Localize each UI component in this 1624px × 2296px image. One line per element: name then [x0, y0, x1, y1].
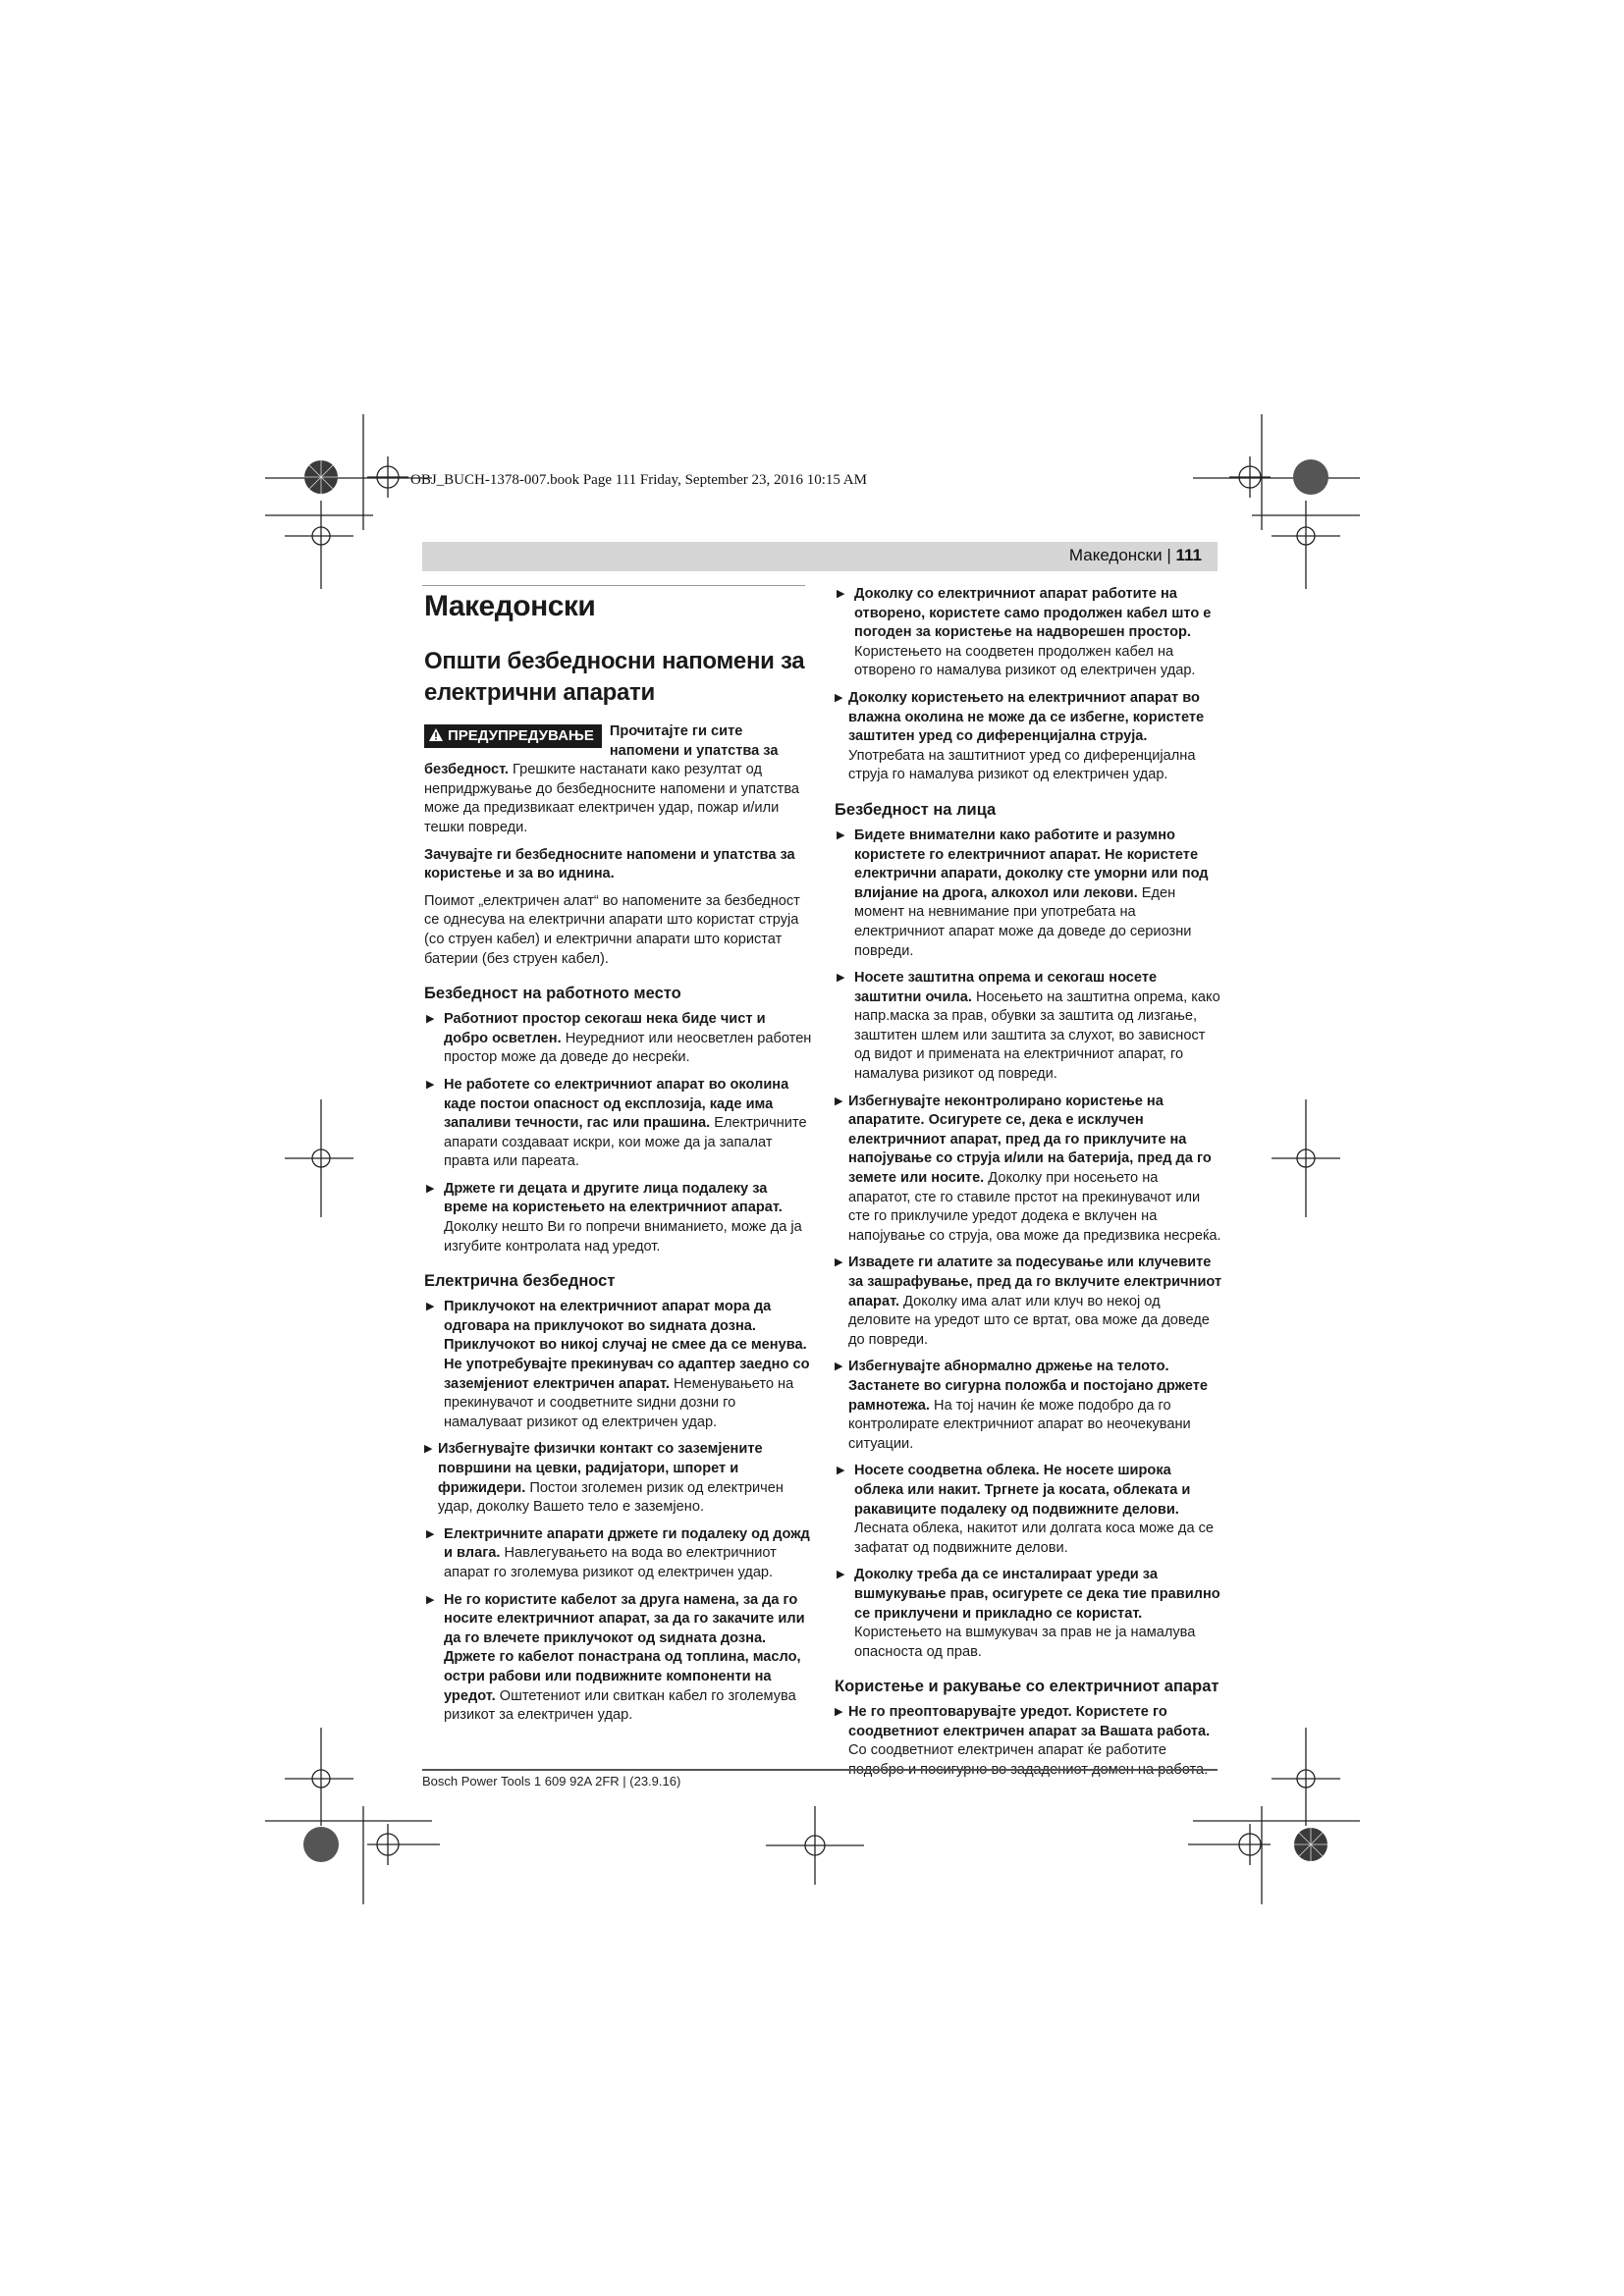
- item-bold: Не го преоптоварувајте уредот. Користете го соодветниот електричен апарат за Вашата работа.: [848, 1704, 1211, 1739]
- item-text: Оштетениот или свиткан кабел го зголемува ризикот за електричен удар.: [444, 1687, 796, 1724]
- item-bold: Носете соодветна облека. Не носете широка облека или накит. Тргнете ја косата, облеката и ракавиците подалеку од подвижните делови.: [854, 1463, 1191, 1518]
- item-bold: Држете ги децата и другите лица подалеку за време на користењето на електричниот апарат.: [444, 1180, 783, 1216]
- item-text: Неменувањето на прекинувачот и соодветните ѕидни дозни го намалуваат ризикот од електричен удар.: [444, 1375, 794, 1430]
- bullet-arrow-icon: ▶: [835, 1256, 843, 1269]
- bullet-arrow-icon: ▶: [835, 691, 843, 704]
- list-item: [835, 1093, 1223, 1247]
- item-text: На тој начин ќе може подобро да го контролирате електричниот апарат во неочекувани ситуации.: [848, 1397, 1191, 1452]
- item-bold: Избегнувајте физички контакт со заземјените површини на цевки, радијатори, шпорет и фрижидери.: [438, 1441, 763, 1496]
- page-number: 111: [1175, 546, 1202, 564]
- item-text: Доколку нешто Ви го попречи вниманието, може да ја изгубите контролата над уредот.: [444, 1219, 802, 1255]
- list-item: [835, 1358, 1223, 1454]
- warning-badge-label: ПРЕДУПРЕДУВАЊЕ: [448, 727, 594, 744]
- main-heading: Општи безбедносни напомени за електрични апарати: [424, 648, 805, 706]
- item-bold: Работниот простор секогаш нека биде чист и добро осветлен.: [444, 1011, 766, 1046]
- warning-bold: Прочитајте ги сите напомени и упатства за безбедност.: [424, 723, 779, 778]
- item-text: Користењето на соодветен продолжен кабел на отворено го намалува ризикот од електричен удар.: [854, 643, 1196, 679]
- keep-instructions: Зачувајте ги безбедносните напомени и упатства за користење и за во иднина.: [424, 846, 795, 882]
- bullet-arrow-icon: ▶: [837, 972, 845, 985]
- item-text: Употребата на заштитниот уред со диференцијална струја го намалува ризикот од електричен удар.: [848, 747, 1196, 783]
- item-bold: Извадете ги алатите за подесување или клучевите за зашрафување, пред да го вклучите електричниот апарат.: [848, 1255, 1222, 1309]
- item-bold: Доколку треба да се инсталираат уреди за вшмукување прав, осигурете се дека тие правилно се приклучени и прикладно се користат.: [854, 1567, 1220, 1622]
- warning-paragraph: [424, 722, 813, 838]
- item-text: Користењето на вшмукувач за прав не ја намалува опасноста од прав.: [854, 1625, 1196, 1660]
- list-item: [424, 1440, 813, 1517]
- item-bold: Електричните апарати држете ги подалеку од дожд и влага.: [444, 1525, 810, 1562]
- left-column: [424, 585, 813, 1734]
- list-item: [424, 1010, 813, 1068]
- section-title-personal: Безбедност на лица: [835, 800, 997, 819]
- item-bold: Бидете внимателни како работите и разумно користете го електричниот апарат. Не користете електрични апарати, доколку сте уморни или под влијание на дрога, алкохол или лекови.: [854, 827, 1209, 901]
- header-section: Македонски: [1068, 546, 1163, 564]
- bullet-arrow-icon: ▶: [426, 1527, 435, 1540]
- list-item: [424, 1591, 813, 1726]
- item-bold: Избегнувајте абнормално држење на телото. Застанете во сигурна положба и постојано држете рамнотежа.: [848, 1359, 1208, 1414]
- item-bold: Доколку со електричниот апарат работите на отворено, користете само продолжен кабел што е погоден за користење на надворешен простор.: [854, 586, 1212, 641]
- list-item: [835, 1462, 1223, 1558]
- item-bold: Не го користите кабелот за друга намена, за да го носите електричниот апарат, за да го закачите или да го влечете приклучокот од ѕидната дозна. Држете го кабелот понастрана од топлина, масло, остри рабови или подвижните компоненти на уредот.: [444, 1591, 805, 1704]
- footer-text: Bosch Power Tools 1 609 92A 2FR | (23.9.16): [422, 1774, 681, 1789]
- page-title: Македонски: [424, 590, 596, 622]
- item-text: Неуредниот или неосветлен работен простор може да доведе до несреќи.: [444, 1030, 812, 1066]
- right-column: [835, 585, 1223, 1789]
- bullet-arrow-icon: ▶: [426, 1182, 435, 1195]
- item-bold: Избегнувајте неконтролирано користење на апаратите. Осигурете се, дека е исклучен електричниот апарат, пред да го приклучите на напојување со струја и/или на батерија, пред да го земете или носите.: [848, 1093, 1212, 1187]
- bullet-arrow-icon: ▶: [837, 1465, 845, 1477]
- definition-text: Поимот „електричен алат“ во напомените за безбедност се однесува на електрични апарати што користат струја (со струен кабел) и електрични апарати што користат батерии (без струен кабел).: [424, 892, 800, 967]
- section-title-workplace: Безбедност на работното место: [424, 985, 681, 1003]
- list-item: [835, 585, 1223, 681]
- warning-icon: [428, 726, 444, 746]
- item-bold: Приклучокот на електричниот апарат мора да одговара на приклучокот во ѕидната дозна. Приклучокот во никој случај не смее да се менува. Не употребувајте прекинувач со адаптер заедно со заземјениот електричен апарат.: [444, 1299, 810, 1392]
- item-text: Со соодветниот електричен апарат ќе работите: [848, 1742, 1167, 1759]
- bullet-arrow-icon: ▶: [426, 1593, 435, 1606]
- bullet-arrow-icon: ▶: [837, 828, 845, 841]
- bullet-arrow-icon: ▶: [835, 1706, 843, 1719]
- warning-badge: [424, 724, 602, 748]
- item-bold: Не работете со електричниот апарат во околина каде постои опасност од експлозија, каде има запаливи течности, гас или прашина.: [444, 1076, 789, 1132]
- section-title-electrical: Електрична безбедност: [424, 1272, 616, 1291]
- bullet-arrow-icon: ▶: [837, 1569, 845, 1581]
- item-bold: Носете заштитна опрема и секогаш носете заштитни очила.: [854, 970, 1158, 1005]
- item-text: Доколку при носењето на апаратот, сте го ставиле прстот на прекинувачот или сте го приклучиле уредот додека е вклучен на напојување со струја, ова може да предизвика несреќа.: [848, 1170, 1221, 1244]
- list-item: [424, 1180, 813, 1256]
- print-info: OBJ_BUCH-1378-007.book Page 111 Friday, September 23, 2016 10:15 AM: [410, 472, 867, 488]
- list-item: [835, 689, 1223, 785]
- footer-rule: [422, 1769, 1218, 1771]
- list-item: [835, 1566, 1223, 1662]
- bullet-arrow-icon: ▶: [424, 1443, 433, 1456]
- list-item: [835, 969, 1223, 1085]
- warning-text: Грешките настанати како резултат од непридржување до безбедносните напомени и упатства може да предизвикаат електричен удар, пожар и/или тешки повреди.: [424, 762, 800, 835]
- item-text: Навлегувањето на вода во електричниот апарат го зголемува ризикот од електричен удар.: [444, 1545, 777, 1580]
- bullet-arrow-icon: ▶: [835, 1361, 843, 1373]
- list-item: [424, 1525, 813, 1583]
- item-text: Постои зголемен ризик од електричен удар, доколку Вашето тело е заземјено.: [438, 1479, 784, 1516]
- item-text: Електричните апарати создаваат искри, кои може да ја запалат правта или пареата.: [444, 1115, 807, 1170]
- section-title-usage: Користење и ракување со електричниот апарат: [835, 1678, 1219, 1696]
- bullet-arrow-icon: ▶: [837, 588, 845, 600]
- item-text: Носењето на заштитна опрема, како напр.маска за прав, обувки за заштита од лизгање, заштитен шлем или заштита за слухот, во зависност од видот и примената на електричниот апарат, го намалува ризикот од повреди.: [854, 988, 1220, 1083]
- bullet-arrow-icon: ▶: [426, 1078, 435, 1091]
- list-item: [835, 1254, 1223, 1350]
- item-text: Лесната облека, накитот или долгата коса може да се зафатат од подвижните делови.: [854, 1521, 1215, 1556]
- bullet-arrow-icon: ▶: [426, 1013, 435, 1026]
- list-item: [835, 827, 1223, 961]
- item-text: Еден момент на невнимание при употребата на електричниот апарат може да доведе до сериозни повреди.: [854, 884, 1192, 959]
- list-item: [424, 1298, 813, 1432]
- list-item: [424, 1076, 813, 1172]
- bullet-arrow-icon: ▶: [835, 1095, 843, 1107]
- item-text: Доколку има алат или клуч во некој од деловите на уредот што се вртат, ова може да доведе до повреди.: [848, 1293, 1210, 1348]
- running-header: Македонски | 111: [422, 542, 1218, 571]
- item-bold: Доколку користењето на електричниот апарат во влажна околина не може да се избегне, користете заштитен уред со диференцијална струја.: [848, 689, 1205, 745]
- bullet-arrow-icon: ▶: [426, 1301, 435, 1313]
